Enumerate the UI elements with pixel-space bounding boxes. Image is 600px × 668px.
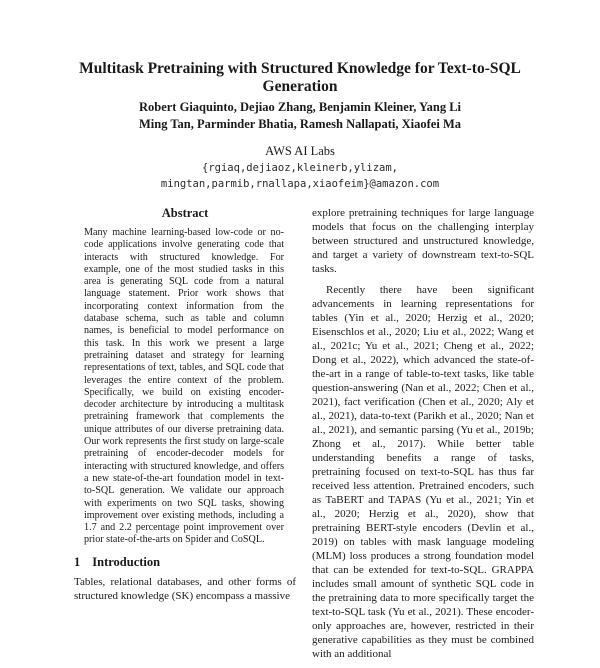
email-line-1: {rgiaq,dejiaoz,kleinerb,ylizam, bbox=[202, 162, 398, 174]
right-column bbox=[312, 206, 534, 668]
paragraph: Recently there have been significant advancements in learning representations for tables (Yin et al., 2020; Herzig et al., 2020; Eisenschlos et al., 2020; Liu et al., 2022; Wang et al., 2021c; Yu et al., 2021; Cheng et al., 2022; Dong et al., 2022), which advanced the state-of-the-art in a range of table-to-text tasks, like table question-answering (Nan et al., 2022; Chen et al., 2021), fact verification (Chen et al., 2020; Aly et al., 2021), data-to-text (Parikh et al., 2020; Nan et al., 2021), and semantic parsing (Yu et al., 2019b; Zhong et al., 2017). While better table understanding benefits a range of tasks, pretraining focused on text-to-SQL has thus far received less attention. Pretrained encoders, such as TaBERT and TAPAS (Yu et al., 2021; Yin et al., 2020; Herzig et al., 2020), show that pretraining BERT-style encoders (Devlin et al., 2019) on tables with mask language modeling (MLM) loss produces a strong foundation model that can be extended for text-to-SQL. GRAPPA includes small amount of synthetic SQL code in the pretraining data to more specifically target the text-to-SQL task (Yu et al., 2021). These encoder-only approaches are, however, restricted in their generative capabilities as they must be combined with an additional bbox=[312, 284, 534, 660]
paper-title: Multitask Pretraining with Structured Knowledge for Text-to-SQL Generation bbox=[79, 60, 521, 95]
abstract-text: Many machine learning-based low-code or no-code applications involve generating code that interacts with structured knowledge. For example, one of the most studied tasks in this area is generating SQL code from a natural language statement. Prior work shows that incorporating context information from the database schema, such as table and column names, is beneficial to model performance on this task. In this work we present a large pretraining dataset and strategy for learning representations of text, tables, and SQL code that leverages the entire context of the problem. Specifically, we build on existing encoder-decoder architecture by introducing a multitask pretraining framework that complements the unique attributes of our diverse pretraining data. Our work represents the first study on large-scale pretraining of encoder-decoder models for interacting with structured knowledge, and offers a new state-of-the-art foundation model in text-to-SQL generation. We validate our approach with experiments on two SQL tasks, showing improvement over existing methods, including a 1.7 and 2.2 percentage point improvement over prior state-of-the-arts on Spider and CoSQL. bbox=[84, 227, 284, 546]
introduction-text: Tables, relational databases, and other forms of structured knowledge (SK) encompass a massive bbox=[74, 576, 296, 602]
abstract-heading: Abstract bbox=[161, 206, 209, 220]
affiliation: AWS AI Labs bbox=[265, 144, 335, 158]
authors-line-1: Robert Giaquinto, Dejiao Zhang, Benjamin Kleiner, Yang Li bbox=[138, 100, 462, 114]
authors-line-2: Ming Tan, Parminder Bhatia, Ramesh Nallapati, Xiaofei Ma bbox=[138, 117, 461, 131]
section-title: Introduction bbox=[92, 555, 161, 569]
section-heading-introduction bbox=[74, 555, 160, 570]
author-list bbox=[60, 99, 540, 133]
paragraph: explore pretraining techniques for large language models that focus on the challenging interplay between structured and unstructured knowledge, and target a variety of downstream text-to-SQL tasks. bbox=[312, 207, 534, 275]
email-line-2: mingtan,parmib,rnallapa,xiaofeim}@amazon.com bbox=[160, 178, 440, 190]
section-number: 1 bbox=[74, 555, 81, 569]
email-addresses bbox=[60, 160, 540, 192]
